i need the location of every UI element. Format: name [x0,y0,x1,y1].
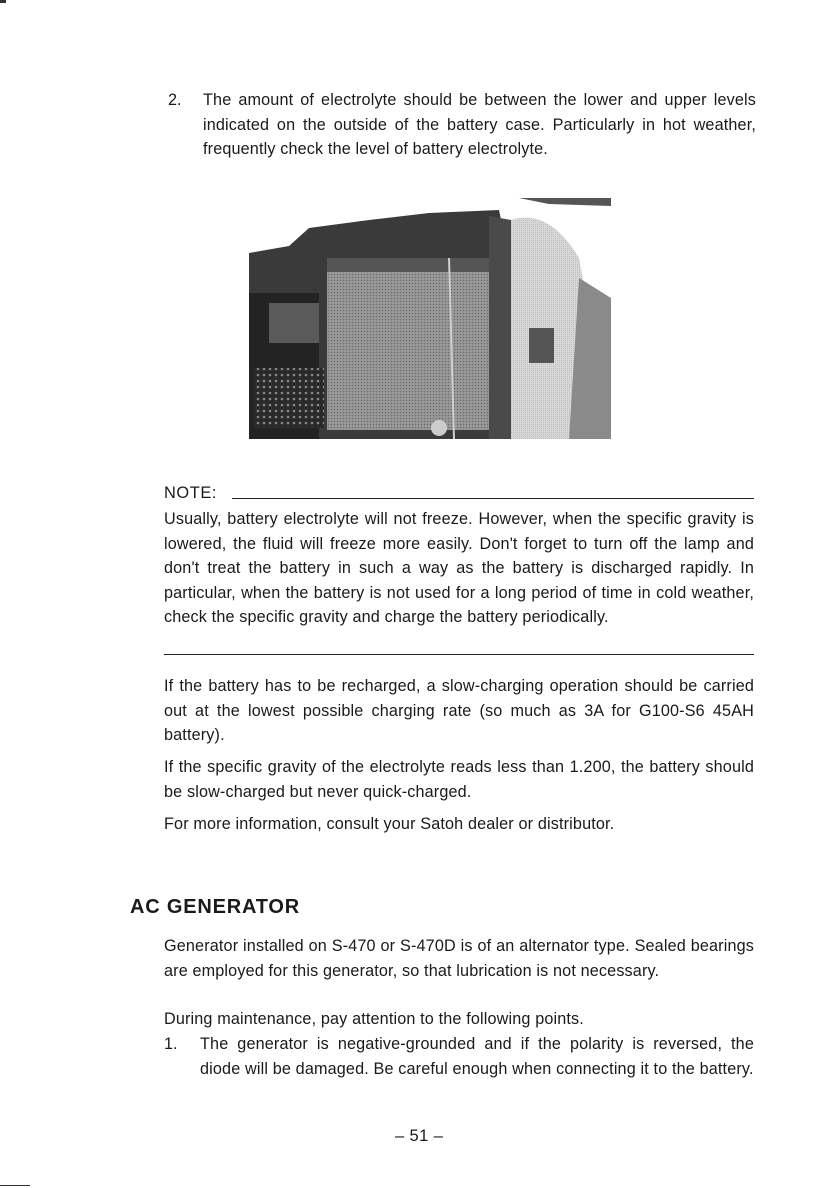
dealer-paragraph: For more information, consult your Satoh dealer or distributor. [164,815,615,833]
recharge-paragraph: If the battery has to be recharged, a slow-charging operation should be carried out at the lowest possible charging rate (so much as 3A for G100-S6 45AH battery). [164,677,754,744]
list-number-2: 2. [168,91,182,109]
maintenance-paragraph: During maintenance, pay attention to the following points. [164,1010,584,1028]
section-heading: AC GENERATOR [130,896,300,918]
list-number-1: 1. [164,1035,178,1053]
battery-photo [249,198,611,439]
generator-intro: Generator installed on S-470 or S-470D is of an alternator type. Sealed bearings are employed for this generator, so that lubrication is not necessary. [164,937,754,980]
scan-mark [0,0,6,3]
scan-mark [0,1185,30,1186]
list-item-1-text: The generator is negative-grounded and if the polarity is reversed, the diode will be damaged. Be careful enough when connecting it to the battery. [200,1035,754,1078]
note-label: NOTE: [164,484,218,502]
note-bottom-rule [164,654,754,655]
note-text: Usually, battery electrolyte will not freeze. However, when the specific gravity is lowered, the fluid will freeze more easily. Don't forget to turn off the lamp and don't treat the battery in such a way as the battery is discharged rapidly. In particular, when the battery is not used for a long period of time in cold weather, check the specific gravity and charge the battery periodically. [164,510,754,626]
specific-gravity-paragraph: If the specific gravity of the electrolyte reads less than 1.200, the battery should be slow-charged but never quick-charged. [164,758,754,801]
page-number: – 51 – [395,1127,444,1145]
list-item-2-text: The amount of electrolyte should be between the lower and upper levels indicated on the outside of the battery case. Particularly in hot weather, frequently check the level of battery electrolyte. [203,91,756,158]
note-top-rule [232,498,754,499]
